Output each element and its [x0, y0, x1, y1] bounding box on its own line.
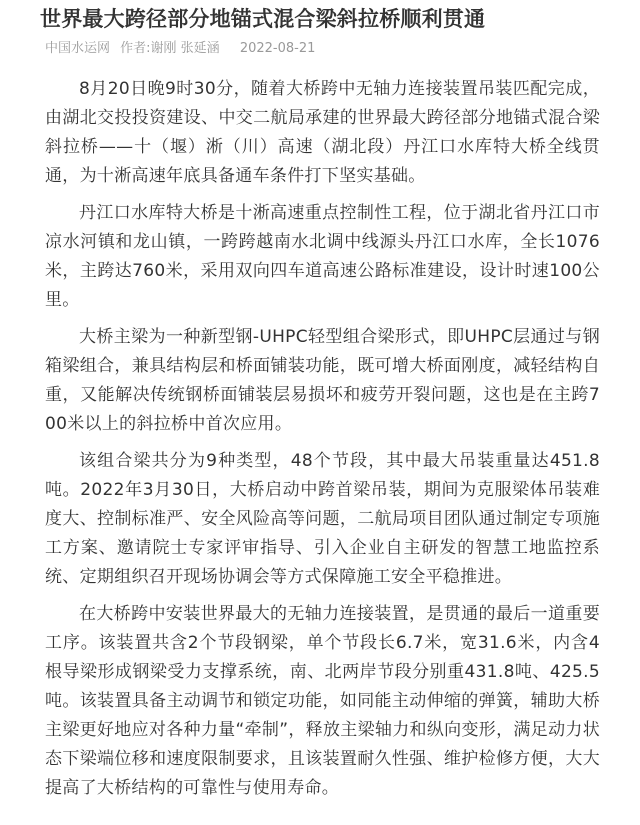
article-source[interactable]: 中国水运网 — [45, 41, 111, 56]
paragraph: 在大桥跨中安装世界最大的无轴力连接装置，是贯通的最后一道重要工序。该装置共含2个节段钢梁，单个节段长6.7米，宽31.6米，内含4根导梁形成钢梁受力支撑系统，南、北两岸节段分别重431.8吨、425.5吨。该装置具备主动调节和锁定功能，如同能主动伸缩的弹簧，辅助大桥主梁更好地应对各种力量“牵制”，释放主梁轴力和纵向变形，满足动力状态下梁端位移和速度限制要求，且该装置耐久性强、维护检修方便，大大提高了大桥结构的可靠性与使用寿命。 — [45, 604, 600, 798]
article-meta — [45, 40, 321, 58]
article-title: 世界最大跨径部分地锚式混合梁斜拉桥顺利贯通 — [40, 7, 486, 31]
paragraph: 该组合梁共分为9种类型，48个节段，其中最大吊装重量达451.8吨。2022年3月30日，大桥启动中跨首梁吊装，期间为克服梁体吊装难度大、控制标准严、安全风险高等问题，二航局项目团队通过制定专项施工方案、邀请院士专家评审指导、引入企业自主研发的智慧工地监控系统、定期组织召开现场协调会等方式保障施工安全平稳推进。 — [45, 451, 600, 587]
paragraph: 丹江口水库特大桥是十淅高速重点控制性工程，位于湖北省丹江口市凉水河镇和龙山镇，一跨跨越南水北调中线源头丹江口水库，全长1076米，主跨达760米，采用双向四车道高速公路标准建设，设计时速100公里。 — [45, 203, 600, 310]
article-body — [45, 75, 600, 811]
paragraph: 8月20日晚9时30分，随着大桥跨中无轴力连接装置吊装匹配完成，由湖北交投投资建设、中交二航局承建的世界最大跨径部分地锚式混合梁斜拉桥——十（堰）淅（川）高速（湖北段）丹江口水库特大桥全线贯通，为十淅高速年底具备通车条件打下坚实基础。 — [45, 79, 600, 186]
article-author: 作者:谢刚 张延涵 — [120, 41, 220, 56]
article-date: 2022-08-21 — [239, 41, 316, 56]
paragraph: 大桥主梁为一种新型钢-UHPC轻型组合梁形式，即UHPC层通过与钢箱梁组合，兼具结构层和桥面铺装功能，既可增大桥面刚度，减轻结构自重，又能解决传统钢桥面铺装层易损坏和疲劳开裂问题，这也是在主跨700米以上的斜拉桥中首次应用。 — [45, 327, 600, 434]
